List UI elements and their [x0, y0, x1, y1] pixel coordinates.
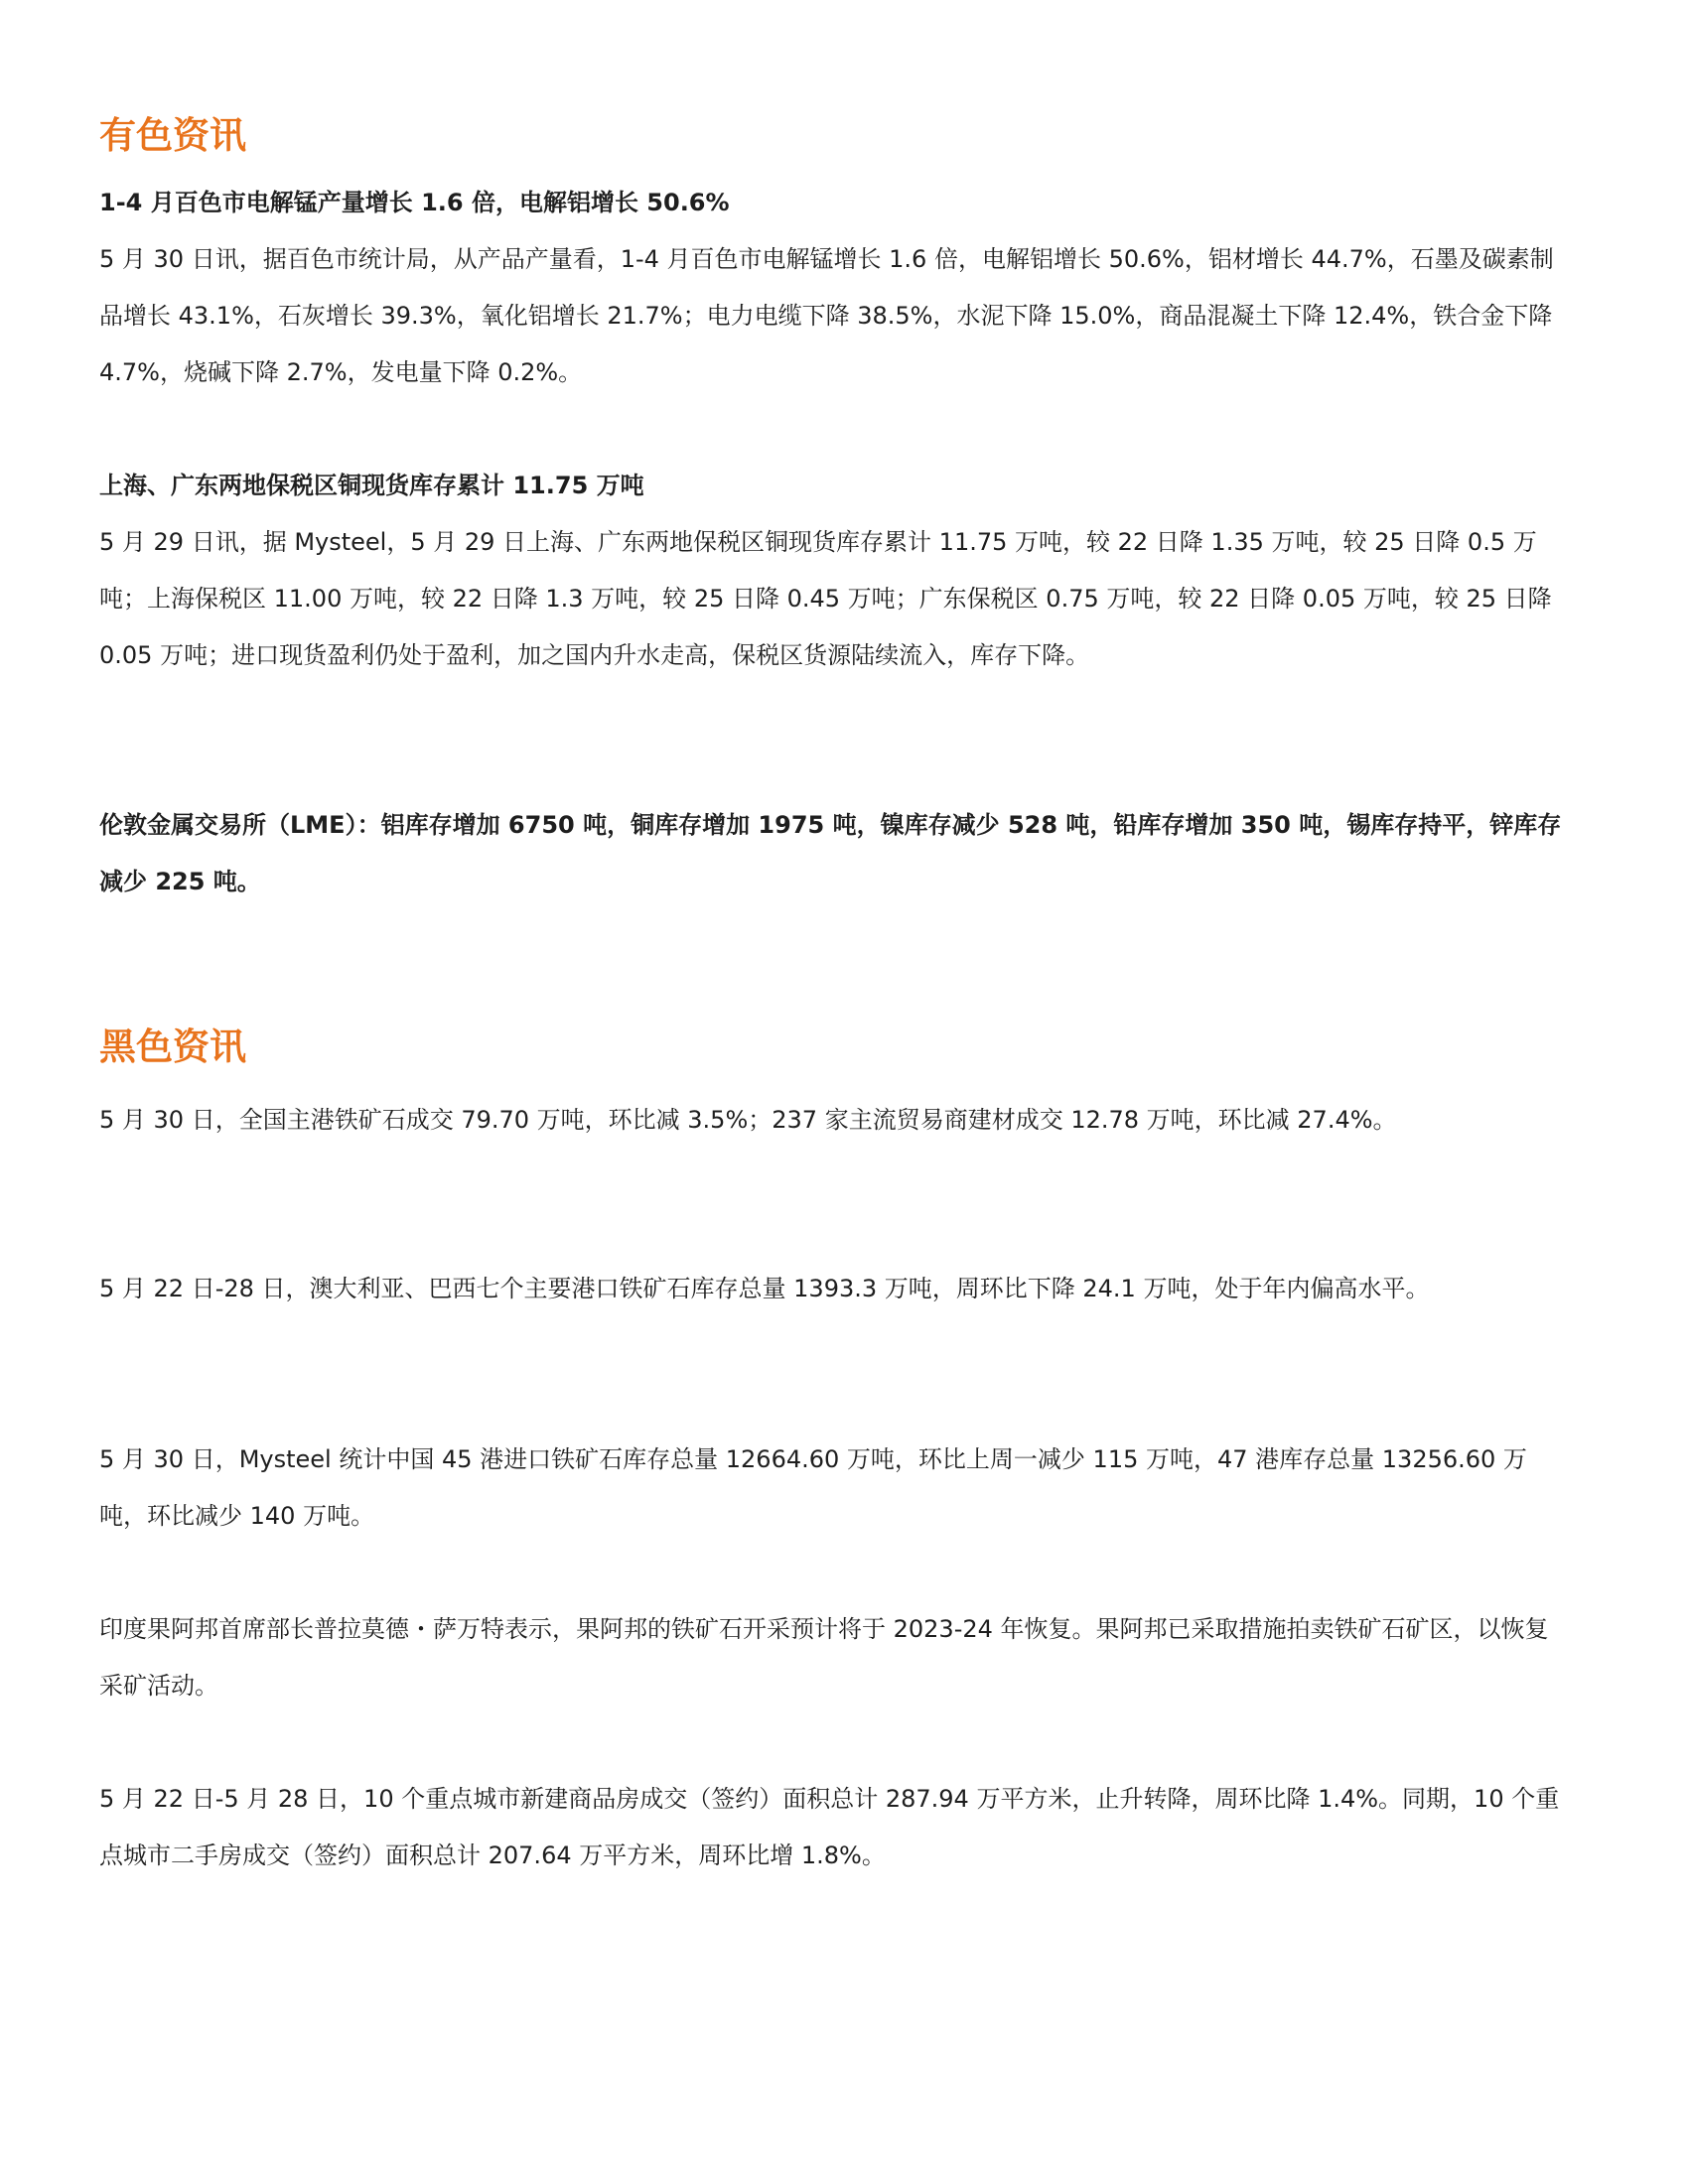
nonferrous-item1-body: 5 月 30 日讯，据百色市统计局，从产品产量看，1-4 月百色市电解锰增长 1.6 倍，电解铝增长 50.6%，铝材增长 44.7%，石墨及碳素制品增长 43.1%，石灰增长 39.3%，氧化铝增长 21.7%；电力电缆下降 38.5%，水泥下降 15.0%，商品混凝土下降 12.4%，铁合金下降 4.7%，烧碱下降 2.7%，发电量下降 0.2%。	[99, 245, 1554, 386]
ferrous-paragraph-1: 5 月 30 日，全国主港铁矿石成交 79.70 万吨，环比减 3.5%；237 家主流贸易商建材成交 12.78 万吨，环比减 27.4%。	[99, 1106, 1397, 1134]
nonferrous-item2-body: 5 月 29 日讯，据 Mysteel，5 月 29 日上海、广东两地保税区铜现货库存累计 11.75 万吨，较 22 日降 1.35 万吨，较 25 日降 0.5 万吨；上海保税区 11.00 万吨，较 22 日降 1.3 万吨，较 25 日降 0.45 万吨；广东保税区 0.75 万吨，较 22 日降 0.05 万吨，较 25 日降 0.05 万吨；进口现货盈利仍处于盈利，加之国内升水走高，保税区货源陆续流入，库存下降。	[99, 528, 1552, 669]
ferrous-paragraph-2: 5 月 22 日-28 日，澳大利亚、巴西七个主要港口铁矿石库存总量 1393.3 万吨，周环比下降 24.1 万吨，处于年内偏高水平。	[99, 1275, 1430, 1302]
nonferrous-item3-body: 伦敦金属交易所（LME）：铝库存增加 6750 吨，铜库存增加 1975 吨，镍库存减少 528 吨，铅库存增加 350 吨，锡库存持平，锌库存减少 225 吨。	[99, 811, 1562, 895]
ferrous-section-title: 黑色资讯	[99, 1025, 246, 1068]
nonferrous-item2-headline: 上海、广东两地保税区铜现货库存累计 11.75 万吨	[99, 472, 644, 499]
ferrous-paragraph-4: 印度果阿邦首席部长普拉莫德・萨万特表示，果阿邦的铁矿石开采预计将于 2023-24 年恢复。果阿邦已采取措施拍卖铁矿石矿区，以恢复采矿活动。	[99, 1615, 1549, 1700]
ferrous-paragraph-3: 5 月 30 日，Mysteel 统计中国 45 港进口铁矿石库存总量 12664.60 万吨，环比上周一减少 115 万吨，47 港库存总量 13256.60 万吨，环比减少 140 万吨。	[99, 1445, 1527, 1530]
nonferrous-section-title: 有色资讯	[99, 114, 246, 157]
ferrous-paragraph-5: 5 月 22 日-5 月 28 日，10 个重点城市新建商品房成交（签约）面积总计 287.94 万平方米，止升转降，周环比降 1.4%。同期，10 个重点城市二手房成交（签约）面积总计 207.64 万平方米，周环比增 1.8%。	[99, 1785, 1560, 1869]
nonferrous-item1-headline: 1-4 月百色市电解锰产量增长 1.6 倍，电解铝增长 50.6%	[99, 189, 730, 216]
